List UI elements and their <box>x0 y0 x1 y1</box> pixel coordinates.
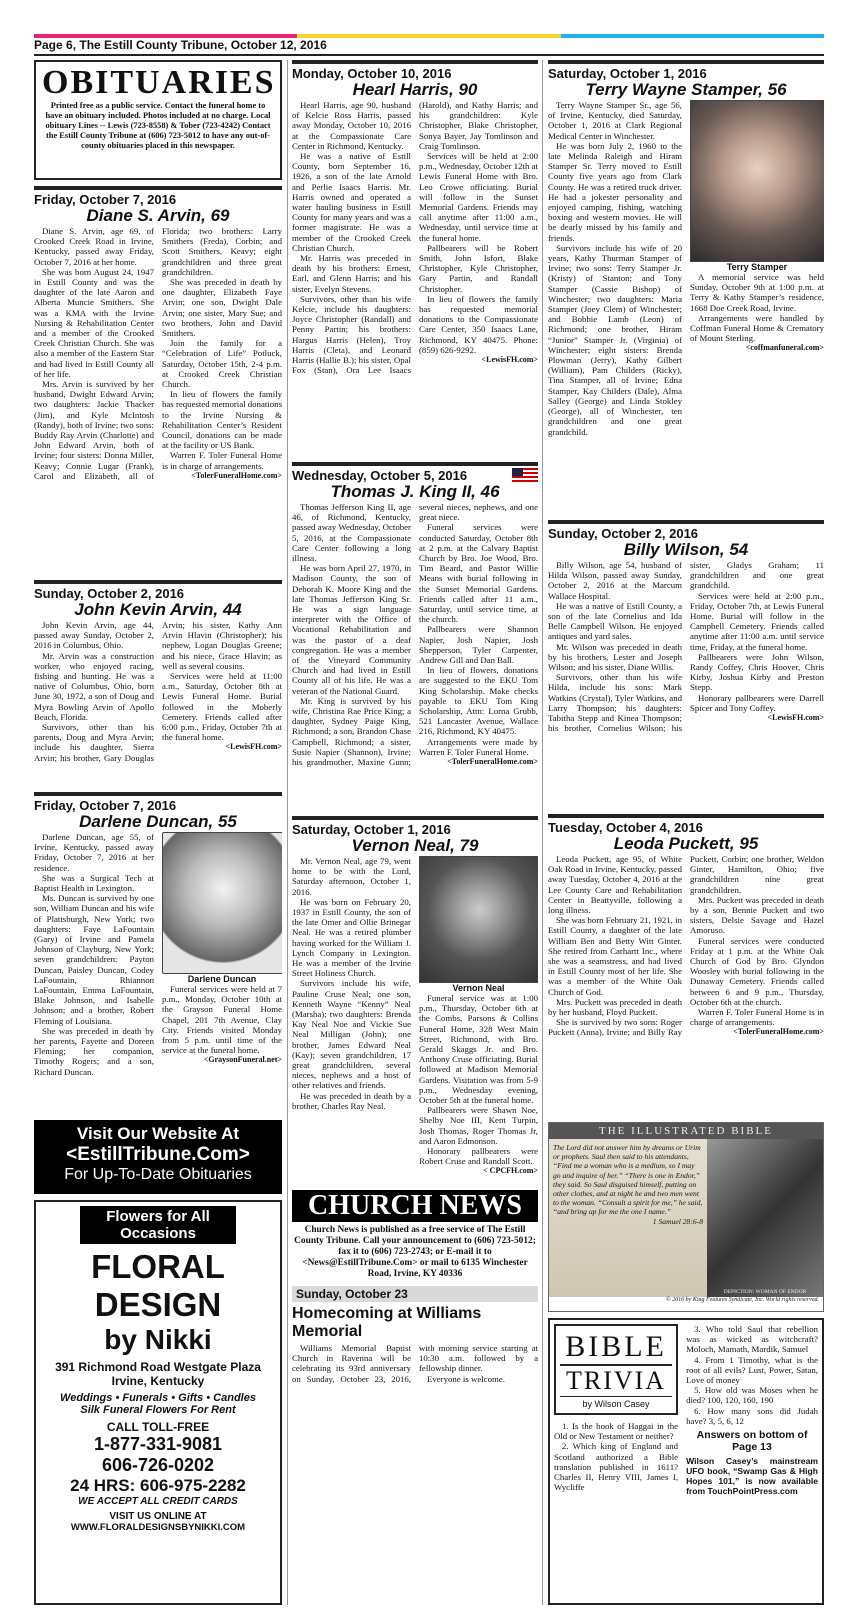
paragraph: Funeral services were conducted Saturday, October 8th at 2 p.m. at the Calvary Baptist Church by Bro. Joe Wood, Bro. Tim Beard, and Pastor Willie Means with burial following in the Sunset Memorial Gardens. Friends called after 11 a.m., Saturday, until service time, at the church. <box>419 522 538 625</box>
obit-thomas-king <box>292 462 538 814</box>
paragraph: Pallbearers were Shawn Noe, Shelby Noe III, Kent Turpin, Josh Thomas, Roger Thomas Jr, and Aaron Edmonson. <box>419 1105 538 1146</box>
website-ad <box>34 1120 282 1194</box>
bible-verse <box>549 1139 707 1297</box>
bible-copyright: © 2016 by King Features Syndicate, Inc. World rights reserved. <box>666 1297 819 1303</box>
paragraph: Funeral services were conducted Friday at 1 p.m. at the White Oak Church of God by Bro. Glyndon Woosley with burial following in the Dunaway Cemetery. Friends called between 6 and 9 p.m., Thursday, October 6th at the church. <box>690 935 824 1007</box>
obit-source: <LewisFH.com> <box>481 355 538 365</box>
paragraph: Billy Wilson, age 54, husband of Hilda Wilson, passed away Sunday, October 2, 2016 at the Marcum Wallace Hospital. <box>548 560 682 601</box>
illustration-caption: DEPICTION: WOMAN OF ENDOR <box>723 1289 807 1295</box>
paragraph: Arrangements were handled by Coffman Funeral Home & Crematory of Mount Sterling. <box>690 312 824 344</box>
paragraph: Pallbearers were John Wilson, Randy Coffey, Chris Hoover, Chris Kirby, Joshua Kirby and Preston Stepp. <box>690 651 824 693</box>
hours-number[interactable]: 24 HRS: 606-975-2282 <box>70 1476 246 1495</box>
paragraph: Thomas Jefferson King II, age 46, of Richmond, Kentucky, passed away Wednesday, October 5, 2016, at the Compassionate Care Center following a long illness. <box>292 502 411 564</box>
paragraph: He was born July 2, 1960 to the late Melinda Raleigh and Hiram Stamper Sr. Terry moved to Estill County five years ago from Clark County. He was a retired truck driver. He had a jokester personality and enjoyed camping, fishing, watching boxing and western movies. He will be dearly missed by his family and friends. <box>548 140 682 243</box>
paragraph: Survivors include his wife of 20 years, Kathy Thurman Stamper of Irvine; two sons: Terry Stamper Jr. (Kristy) of Stanton; and Tony Stamper (Cassie Bishop) of Winchester; two daughters: Maria Stamper (Joey Clem) of Winchester; and Bobbie Lamb (Leon) of Richmond; one brother, Hiram “Junior” Stamper Jr. (Virginia) of Winchester; eight sisters: Brenda Plowman (Jerry), Kathy Gilbert (William), Pam Childers (Ricky), Tina Stamper, all of Irvine; Edna Stamper, Kay Childers (Dale), Alma Salley (George) and Linda Stokley (George), all of Winchester, ten grandchildren and one great grandchild. <box>548 242 682 437</box>
obituaries-note: Printed free as a public service. Contact the funeral home to have an obituary included. Photos included at no charge. Local obituary Lines -- Lewis (723-8558) & Tober (723-4242) Contact the Estill County Tribune at (606) 723-5012 to have any out-of-county obituaries placed in this newspaper. <box>45 101 271 150</box>
obit-body <box>34 832 154 1077</box>
paragraph: Funeral services were held at 7 p.m., Monday, October 10th at the Grayson Funeral Home Chapel, 201 7th Avenue, Clay City. Friends visited Monday from 5 p.m. until time of the service at the funeral home. <box>162 984 282 1056</box>
tollfree-number[interactable]: 1-877-331-9081 <box>93 1434 223 1454</box>
trivia-questions-right <box>686 1324 818 1496</box>
floral-address: 391 Richmond Road Westgate Plaza <box>55 1360 261 1374</box>
darlene-photo <box>162 832 282 974</box>
floral-silk: Silk Funeral Flowers For Rent <box>80 1404 236 1416</box>
paragraph: Services will be held at 2:00 p.m., Wednesday, October 12th at Lewis Funeral Home with Bro. Leo Crowe officiating. Burial will follow in the Sunset Memorial Gardens. Friends may call anytime after 11:00 a.m., Wednesday, until service time at the funeral home. <box>419 151 538 243</box>
paragraph: Honorary pallbearers were Darrell Spicer and Tony Coffey. <box>690 692 824 713</box>
obit-date: Wednesday, October 5, 2016 <box>292 468 468 483</box>
paragraph: Terry Wayne Stamper Sr., age 56, of Irvine, Kentucky, died Saturday, October 1, 2016 at Clark Regional Medical Center in Winchester. <box>548 100 682 141</box>
paragraph: Funeral service was at 1:00 p.m., Thursday, October 6th at the Combs, Parsons & Collins Funeral Home, 328 West Main Street, Richmond, with Bro. Gerald Skaggs Jr. and Bro. Anthony Cruse officiating. Burial followed at Madison Memorial Gardens. Visitation was from 5-9 p.m., Wednesday evening, October 5th at the funeral home. <box>419 993 538 1106</box>
paragraph: She was born February 21, 1921, in Estill County, a daughter of the late William Ben and Betty Witt Ginter. She retired from Carhartt Inc., where she was a seamstress, and had lived in Estill County most of her life. She was a member of the White Oak Church of God. <box>548 915 682 997</box>
trivia-question: 3. Who told Saul that rebellion was as wicked as witchcraft? Moloch, Mamath, Mardik, Samuel <box>686 1324 818 1355</box>
trivia-questions-left <box>554 1421 678 1492</box>
trivia-question: 4. From 1 Timothy, what is the root of all evils? Lust, Power, Satan, Love of money <box>686 1354 818 1386</box>
vernon-photo <box>419 856 538 983</box>
obituaries-box <box>34 60 282 180</box>
paragraph: Services were held at 11:00 a.m., Saturday, October 8th at Lewis Funeral Home. Burial followed in the Moberly Cemetery. Friends called after 6:00 p.m., Friday, October 7th at the funeral home. <box>162 671 282 743</box>
trivia-logo-bible: BIBLE <box>560 1330 672 1366</box>
paragraph: She was preceded in death by her parents, Fayette and Doreen Fleming; her companion, Timothy Rogers; and a son, Richard Duncan. <box>34 1025 154 1077</box>
trivia-logo <box>554 1324 678 1415</box>
trivia-byline: by Wilson Casey <box>560 1396 672 1409</box>
verse-text: The Lord did not answer him by dreams or Urim or prophets. Saul then said to his attendants, “Find me a woman who is a medium, so I may go and inquire of her.” “There is one in Endor,” they said. So Saul disguised himself, putting on other clothes, and at night he and two men went to the woman. “Consult a spirit for me,” he said, “and bring up for me the one I name.” <box>553 1143 703 1217</box>
trivia-question: 1. Is the book of Haggai in the Old or New Testament or neither? <box>554 1421 679 1442</box>
paragraph: She is survived by two sons: Roger Puckett (Anna), Irvine; and Billy Ray Puckett, Corbin; one brother, Weldon Ginter, Hamilton, Ohio; five grandchildren nine great grandchildren. <box>548 854 824 1038</box>
obit-john-arvin <box>34 580 282 790</box>
obit-source: <GraysonFuneral.net> <box>203 1055 282 1065</box>
obituaries-title: OBITUARIES <box>42 64 276 101</box>
obit-source: <coffmanfuneral.com> <box>745 343 824 353</box>
visit-online: VISIT US ONLINE AT <box>109 1511 207 1522</box>
obit-date: Saturday, October 1, 2016 <box>548 60 824 81</box>
paragraph: Survivors, other than his wife Kelcie, include his daughters: Joyce Christopher (Randall) and Penny Partin; his brothers: Hargus Harris (Helen), Troy Harris (Cleta), and Leonard Harris (Hallie B.); his sister, Opal Fox (Stan), Ora Lee Isaacs (Harold), and Kathy Harris; and his grandchildren: Kyle Christopher, Blake Christopher, Sonya Bayer, Jay Tomlinson and Craig Tomlinson. <box>292 100 538 376</box>
page-header: Page 6, The Estill County Tribune, October 12, 2016 <box>34 38 327 52</box>
obit-leoda-puckett <box>548 814 824 1118</box>
obit-darlene-duncan <box>34 792 282 1112</box>
header-rule <box>34 54 824 56</box>
paragraph: In lieu of flowers the family has requested memorial donations to the Irvine Nursing & Rehabilitation Center’s Resident Council, donations can be made at the facility or US Bank. <box>162 389 282 451</box>
paragraph: He was born April 27, 1970, in Madison County, the son of Deborah K. Moore King and the late Thomas Jefferson King Sr. He was a sign language interpreter with the Office of Vocational Rehabilitation and was the pastor of a deaf congregation. He was a member of the Vineyard Community Church and had lived in Estill County all of his life. He was a veteran of the National Guard. <box>292 563 411 696</box>
trivia-question: 5. How old was Moses when he died? 100, 120, 160, 190 <box>686 1385 818 1406</box>
obit-name: Hearl Harris, 90 <box>352 80 478 99</box>
obit-date: Friday, October 7, 2016 <box>34 792 282 813</box>
paragraph: Survivors include his wife, Pauline Cruse Neal; one son, Kenneth Wayne “Kenny” Neal (Marsha); two daughters: Brenda Kay Neal Noe and Vickie Sue Neal Milligan (John); one brother, James Edward Neal (Kay); seven grandchildren, 17 great grandchildren, several nieces, nephews and a host of other relatives and friends. <box>292 978 411 1091</box>
obit-date: Friday, October 7, 2016 <box>34 186 282 207</box>
obit-diane-arvin <box>34 186 282 578</box>
trivia-answers: Answers on bottom of Page 13 <box>696 1429 808 1454</box>
paragraph: Mrs. Arvin is survived by her husband, Dwight Edward Arvin; two daughters: Jackie Thacker (Jim), and Kyle McIntosh (Randy), both of Irvine; two sons: Buddy Ray Arvin (Charlotte) and John Edward Arvin, both of Irvine; four sisters: Donna Miller, Keavy; Connie Lugar (Frank), Carol and Elizabeth, all of Florida; two brothers: Larry Smithers (Freda), Corbin; and Scott Smithers, Keavy; eight grandchildren and three great grandchildren. <box>34 226 282 481</box>
floral-city: Irvine, Kentucky <box>111 1374 205 1388</box>
church-body <box>292 1343 538 1384</box>
photo-caption: Darlene Duncan <box>187 974 257 984</box>
paragraph: Mrs. Puckett was preceded in death by a son, Bennie Puckett and two sisters, Delsie Savage and Hazel Amoruso. <box>690 894 824 936</box>
paragraph: Services were held at 2:00 p.m., Friday, October 7th, at Lewis Funeral Home. Burial will follow in the Campbell Cemetery. Friends called anytime after 11:00 a.m. until service time, Friday, at the funeral home. <box>690 590 824 652</box>
paragraph: John Kevin Arvin, age 44, passed away Sunday, October 2, 2016 in Columbus, Ohio. <box>34 620 154 651</box>
paragraph: Mrs. Puckett was preceded in death by her husband, Floyd Puckett. <box>548 996 682 1018</box>
obit-date: Sunday, October 2, 2016 <box>34 580 282 601</box>
obit-body <box>548 100 682 437</box>
column-divider <box>287 60 288 1605</box>
trivia-question: 2. Which king of England and Scotland authorized a Bible translation published in 1611? Charles II, Henry VIII, James I, Wycliffe <box>554 1441 679 1493</box>
paragraph: Leoda Puckett, age 95, of White Oak Road in Irvine, Kentucky, passed away Tuesday, October 4, 2016 at the Lee County Care and Rehabilitation Center in Beattyville, following a long illness. <box>548 854 682 916</box>
obit-source: <TolerFuneralHome.com> <box>447 757 538 767</box>
floral-url[interactable]: WWW.FLORALDESIGNSBYNIKKI.COM <box>70 1522 246 1533</box>
obit-source: <LewisFH.com> <box>767 713 824 723</box>
paragraph: Mr. Harris was preceded in death by his brothers: Ernest, Earl, and Glenn Harris; and his sister, Evelyn Stevens. <box>292 253 411 294</box>
obit-name: Darlene Duncan, 55 <box>79 812 237 831</box>
floral-by: by Nikki <box>104 1324 212 1355</box>
obit-billy-wilson <box>548 520 824 812</box>
obit-body <box>292 856 411 1177</box>
paragraph: Hearl Harris, age 90, husband of Kelcie Ross Harris, passed away Monday, October 10, 2016 at the Compassionate Care Center in Richmond, Kentucky. <box>292 100 411 151</box>
bible-trivia <box>548 1318 824 1605</box>
paragraph: Ms. Duncan is survived by one son, William Duncan and his wife of Plattsburgh, New York; two daughters: Faye LaFountain (Gary) of Irvine and Pamela Johnson of Clayburg, New York; seven grandchildren: Payton Duncan, Paisley Duncan, Codey LaFountain, Rhiannon LaFountain, Emma LaFountain, Blake Johnson, and Isabelle Johnson; and a brother, Robert Fleming of Louisiana. <box>34 893 154 1026</box>
paragraph: Diane S. Arvin, age 69, of Crooked Creek Road in Irvine, Kentucky, passed away Friday, October 7, 2016 at her home. <box>34 226 154 267</box>
paragraph: He was preceded in death by a brother, Charles Ray Neal. <box>292 1090 411 1111</box>
paragraph: Join the family for a “Celebration of Life” Potluck, Saturday, October 15th, 2-4 p.m. at Crooked Creek Christian Church. <box>162 338 282 390</box>
visit-url[interactable]: <EstillTribune.Com> <box>66 1144 250 1165</box>
obit-body <box>34 226 282 481</box>
floral-design-ad <box>34 1200 282 1605</box>
paragraph: Honorary pallbearers were Robert Cruse and Randall Scott. <box>419 1146 538 1167</box>
obit-vernon-neal <box>292 816 538 1186</box>
paragraph: He was born on February 20, 1937 in Estill County, the son of the late Omer and Ollie Brinegar Neal. He was a retired plumber having worked for the William J. Lynch Company in Lexington. He was a member of the Irvine Street Holiness Church. <box>292 896 411 979</box>
paragraph: Arrangements were made by Warren F. Toler Funeral Home. <box>419 736 538 757</box>
paragraph: She was a Surgical Tech at Baptist Health in Lexington. <box>34 872 154 894</box>
terry-photo <box>690 100 824 262</box>
obit-date: Tuesday, October 4, 2016 <box>548 814 824 835</box>
obit-body <box>162 984 282 1066</box>
trivia-promo: Wilson Casey’s mainstream UFO book, “Swamp Gas & High Hopes 101,” is now available from TouchPointPress.com <box>686 1456 818 1497</box>
obit-body <box>548 560 824 733</box>
trivia-question: 6. How many sons did Judah have? 3, 5, 6, 12 <box>686 1405 818 1426</box>
visit-line1: Visit Our Website At <box>76 1124 240 1143</box>
obit-name: Billy Wilson, 54 <box>623 540 749 559</box>
paragraph: A memorial service was held Sunday, October 9th at 1:00 p.m. at Terry & Kathy Stamper’s residence, 1668 Doe Creek Road, Irvine. <box>690 272 824 313</box>
paragraph: In lieu of flowers the family has requested memorial donations to the Compassionate Care Center, 350 Isaacs Lane, Richmond, KY 40475. Phone: (859) 626-9292. <box>419 293 538 355</box>
obit-date: Monday, October 10, 2016 <box>292 60 538 81</box>
paragraph: Mr. King is survived by his wife, Christina Rae Price King; a daughter, Sydney Paige King, Richmond; a son, Brandon Chase Campbell, Richmond; a sister, Susie Napier (Shannon), Irvine; his grandmother, Maxine Gunn; several nieces, nephews, and one great niece. <box>292 502 538 768</box>
paragraph: Survivors, other than his wife Hilda, include his sons: Mark Watkins (Crystal), Tyler Watkins, and Larry Thompson; his daughters: Tabitha Stepp and Kinea Thompson; his brother, Cornelius Wilson; his sister, Gladys Graham; 11 grandchildren and one great grandchild. <box>548 560 824 734</box>
church-news-section <box>292 1190 538 1605</box>
paragraph: Darlene Duncan, age 55, of Irvine, Kentucky, passed away Friday, October 7, 2016 at her residence. <box>34 832 154 873</box>
paragraph: In lieu of flowers, donations are suggested to the EKU Tom King Scholarship. Make checks payable to EKU Tom King Scholarship, Attn: Lorna Grubb, 521 Lancaster Avenue, Wallace 216, Richmond, KY 40475. <box>419 665 538 737</box>
obit-source: <TolerFuneralHome.com> <box>733 1027 824 1037</box>
paragraph: He was a native of Estill County, born September 16, 1926, a son of the late Arnold and Perlie Isaacs Harris. Mr. Harris owned and operated a water hauling business in Estill County for many years and was a former magistrate. He was a member of the Crooked Creek Christian Church. <box>292 151 411 253</box>
tollfree-label: CALL TOLL-FREE <box>106 1420 210 1434</box>
paragraph: Williams Memorial Baptist Church in Ravenna will be celebrating its 93rd anniversary on Sunday, October 23, 2016, with morning service starting at 10:30 a.m. followed by a fellowship dinner. <box>292 1343 538 1384</box>
obit-source: <LewisFH.com> <box>225 742 282 752</box>
obit-name: John Kevin Arvin, 44 <box>74 600 242 619</box>
floral-name: FLORAL DESIGN <box>91 1248 225 1323</box>
paragraph: Mr. Wilson was preceded in death by his brothers, Lester and Joseph Wilson; and his sister, Diane Willis. <box>548 641 682 673</box>
church-headline: Homecoming at Williams Memorial <box>292 1305 482 1340</box>
church-news-title: CHURCH NEWS <box>292 1190 538 1222</box>
obit-body <box>548 854 824 1038</box>
obit-name: Thomas J. King II, 46 <box>330 482 500 501</box>
credit-cards: WE ACCEPT ALL CREDIT CARDS <box>78 1496 238 1507</box>
visit-line3: For Up-To-Date Obituaries <box>64 1166 252 1183</box>
flowers-banner: Flowers for All Occasions <box>80 1206 236 1244</box>
paragraph: Survivors, other than his parents, Doug and Myra Arvin; include his daughter, Sierra Arvin; his brother, Gary Douglas Arvin; his sister, Kathy Ann Arvin Hlavin (Christopher); his nephew, Logan Douglas Greene; and his niece, Grace Hlavin; as well as several cousins. <box>34 620 282 763</box>
local-number[interactable]: 606-726-0202 <box>101 1455 215 1475</box>
flag-icon <box>512 468 538 482</box>
paragraph: Mr. Vernon Neal, age 79, went home to be with the Lord, Saturday afternoon, October 1, 2016. <box>292 856 411 897</box>
trivia-logo-trivia: TRIVIA <box>565 1366 667 1395</box>
obit-date: Sunday, October 2, 2016 <box>548 520 824 541</box>
paragraph: He was a native of Estill County, a son of the late Cornelius and Ida Belle Campbell Wilson. He enjoyed antiques and yard sales. <box>548 600 682 642</box>
obit-body <box>292 502 538 767</box>
paragraph: Warren F. Toler Funeral Home is in charge of arrangements. <box>162 450 282 471</box>
obit-name: Diane S. Arvin, 69 <box>86 206 230 225</box>
obit-name: Vernon Neal, 79 <box>351 836 479 855</box>
obit-source: <TolerFuneralHome.com> <box>191 470 282 480</box>
obit-body <box>690 272 824 354</box>
bible-illustration <box>707 1139 823 1297</box>
obit-body <box>292 100 538 375</box>
illustrated-bible <box>548 1122 824 1312</box>
church-date: Sunday, October 23 <box>292 1286 538 1302</box>
obit-name: Leoda Puckett, 95 <box>613 834 759 853</box>
paragraph: She was preceded in death by one daughter, Elizabeth Faye Arvin; one son, Dwight Dale Arvin; one sister, Mary Sue; and two brothers, John and David Smithers. <box>162 277 282 339</box>
paragraph: Warren F. Toler Funeral Home is in charge of arrangements. <box>690 1007 824 1028</box>
verse-ref: 1 Samuel 28:6-8 <box>652 1216 703 1226</box>
paragraph: Everyone is welcome. <box>427 1373 505 1384</box>
column-divider <box>542 60 543 1605</box>
obit-body <box>34 620 282 763</box>
floral-services: Weddings • Funerals • Gifts • Candles <box>60 1392 256 1404</box>
illustrated-bible-title: THE ILLUSTRATED BIBLE <box>549 1123 823 1139</box>
obit-name: Terry Wayne Stamper, 56 <box>585 80 787 99</box>
obit-date: Saturday, October 1, 2016 <box>292 816 538 837</box>
church-news-note: Church News is published as a free service of The Estill County Tribune. Call your announcement to (606) 723-5012; fax it to (606) 723-2743; or E-mail it to <News@EstillTribune.Com> or mail to 6135 Winchester Road, Irvine, KY 40336 <box>294 1225 536 1279</box>
obit-date-row <box>292 462 538 483</box>
paragraph: She was born August 24, 1947 in Estill County and was the daughter of the late Aaron and Alberta Muncie Smithers. She was a KMA with the Irvine Nursing & Rehabilitation Center and a member of the Crooked Creek Christian Church. She was also a member of the Eastern Star and had lived in Estill County all of her life. <box>34 266 154 379</box>
obit-source: < CPCFH.com> <box>483 1166 538 1176</box>
paragraph: Pallbearers will be Robert Smith, John Isfort, Blake Christopher, Kyle Christopher, Gary Partin, and Randall Christopher. <box>419 242 538 294</box>
photo-caption: Terry Stamper <box>726 262 788 272</box>
photo-caption: Vernon Neal <box>452 983 505 993</box>
obit-hearl-harris <box>292 60 538 460</box>
paragraph: Pallbearers were Shannon Napier, Josh Napier, Josh Shepperson, Tyler Carpenter, Andrew Gill and Dan Ball. <box>419 624 538 666</box>
paragraph: Mr. Arvin was a construction worker, who enjoyed racing, fishing and hunting. He was a native of Columbus, Ohio, born June 30, 1972, a son of Doug and Myra Bowling Arvin of Apollo Beach, Florida. <box>34 650 154 722</box>
obit-terry-stamper <box>548 60 824 518</box>
obit-body <box>419 993 538 1177</box>
